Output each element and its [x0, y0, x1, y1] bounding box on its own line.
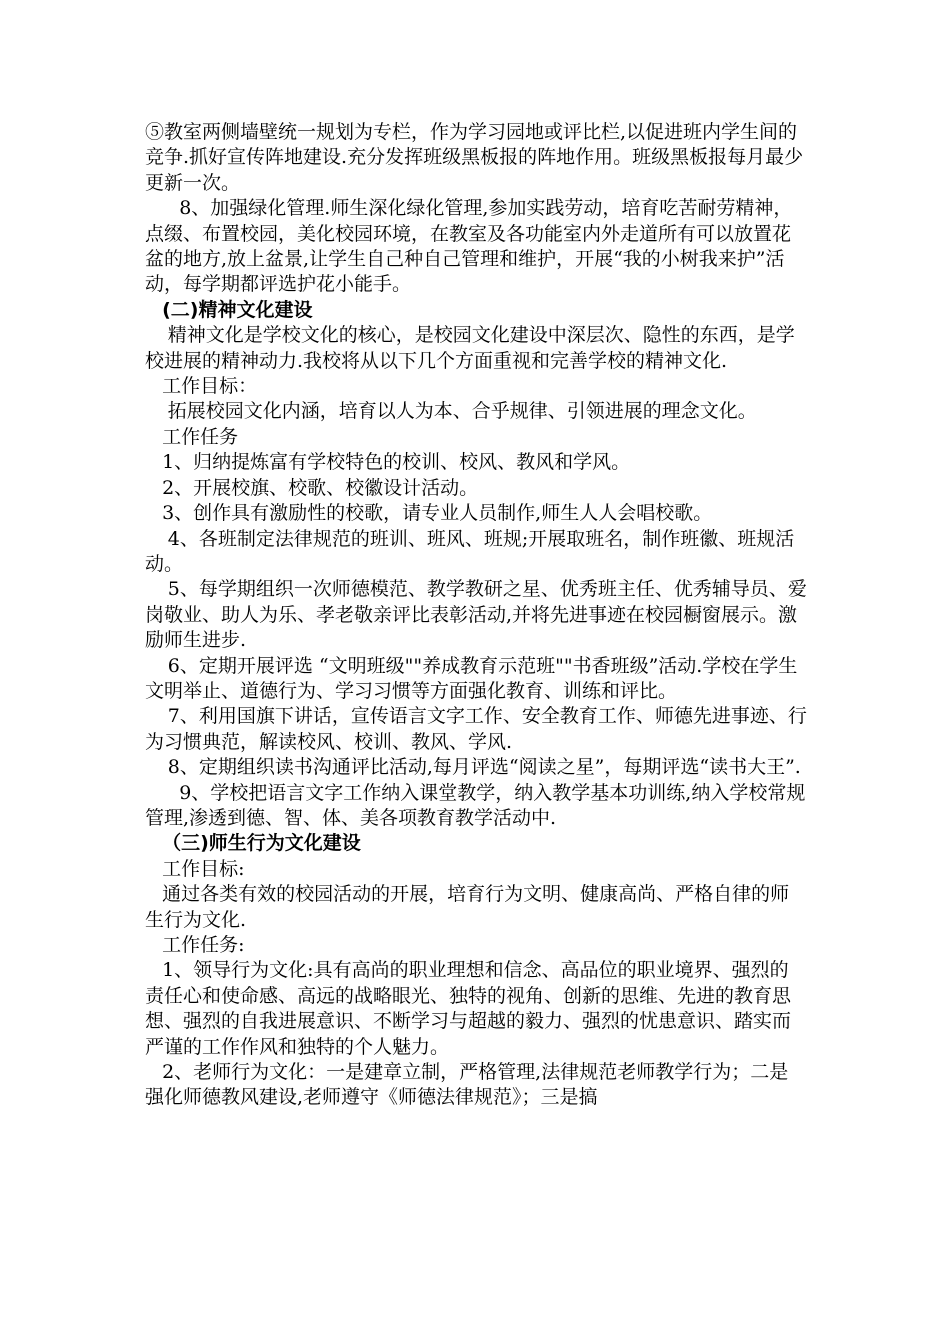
paragraph: 工作目标：	[162, 375, 258, 398]
paragraph: 8、加强绿化管理.师生深化绿化管理,参加实践劳动，培育吃苦耐劳精神，点缀、布置校园，美化校园环境，在教室及各功能室内外走道所有可以放置花盆的地方,放上盆景,让学生自己种自己管理和维护，开展“我的小树我来护”活动，每学期都评选护花小能手。	[145, 197, 793, 296]
paragraph: 工作任务:	[162, 934, 245, 956]
list-item: 3、创作具有激励性的校歌，请专业人员制作,师生人人会唱校歌。	[162, 502, 713, 525]
list-item: 5、每学期组织一次师德模范、教学教研之星、优秀班主任、优秀辅导员、爱岗敬业、助人为乐、孝老敬亲评比表彰活动,并将先进事迹在校园橱窗展示。激励师生进步.	[145, 578, 807, 652]
list-item: 7、利用国旗下讲话，宣传语言文字工作、安全教育工作、师德先进事迹、行为习惯典范，解读校风、校训、教风、学风.	[145, 705, 807, 753]
paragraph: 精神文化是学校文化的核心，是校园文化建设中深层次、隐性的东西，是学校进展的精神动力.我校将从以下几个方面重视和完善学校的精神文化.	[145, 324, 795, 372]
paragraph: 工作任务	[162, 425, 239, 448]
paragraph: 通过各类有效的校园活动的开展，培育行为文明、健康高尚、严格自律的师生行为文化.	[145, 883, 790, 931]
paragraph: ⑤教室两侧墙壁统一规划为专栏，作为学习园地或评比栏,以促进班内学生间的竞争.抓好宣传阵地建设.充分发挥班级黑板报的阵地作用。班级黑板报每月最少更新一次。	[145, 121, 804, 194]
list-item: 2、开展校旗、校歌、校徽设计活动。	[162, 476, 479, 499]
list-item: 1、归纳提炼富有学校特色的校训、校风、教风和学风。	[162, 451, 631, 474]
list-item: 1、领导行为文化:具有高尚的职业理想和信念、高品位的职业境界、强烈的责任心和使命感、高远的战略眼光、独特的视角、创新的思维、先进的教育思想、强烈的自我进展意识、不断学习与超越的毅力、强烈的忧患意识、踏实而严谨的工作作风和独特的个人魅力。	[145, 959, 792, 1058]
paragraph: 工作目标:	[162, 857, 245, 880]
list-item: 2、老师行为文化：一是建章立制，严格管理,法律规范老师教学行为；二是强化师德教风建设,老师遵守《师德法律规范》；三是搞	[145, 1061, 789, 1109]
list-item: 4、各班制定法律规范的班训、班风、班规;开展取班名，制作班徽、班规活动。	[145, 527, 795, 575]
list-item: 6、定期开展评选 “文明班级""养成教育示范班""书香班级”活动.学校在学生文明举止、道德行为、学习习惯等方面强化教育、训练和评比。	[145, 654, 798, 702]
list-item: 8、定期组织读书沟通评比活动,每月评选“阅读之星”，每期评选“读书大王”.	[167, 756, 801, 779]
section-heading: （三)师生行为文化建设	[162, 832, 361, 855]
paragraph: 拓展校园文化内涵，培育以人为本、合乎规律、引领进展的理念文化。	[167, 400, 757, 423]
document-body	[145, 120, 807, 1111]
section-heading: (二)精神文化建设	[162, 298, 313, 321]
list-item: 9、学校把语言文字工作纳入课堂教学，纳入教学基本功训练,纳入学校常规管理,渗透到德、智、体、美各项教育教学活动中.	[145, 781, 806, 829]
